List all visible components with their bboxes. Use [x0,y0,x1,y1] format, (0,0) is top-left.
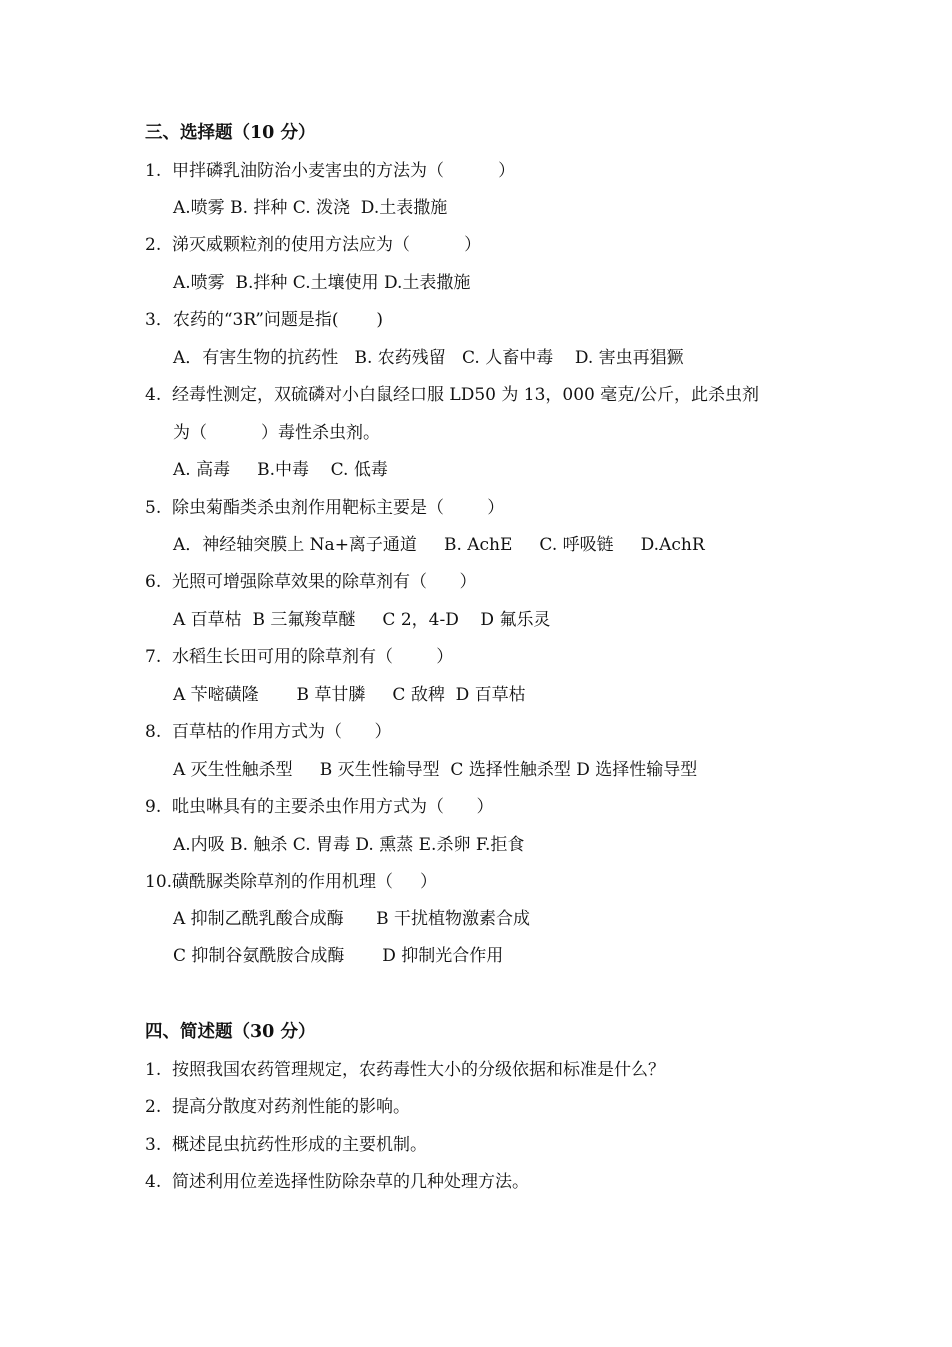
question-4-4: 4. 简述利用位差选择性防除杂草的几种处理方法。 [145,1172,530,1192]
options-3-3: A．有害生物的抗药性 B. 农药残留 C. 人畜中毒 D. 害虫再猖獗 [173,348,684,368]
question-3-9: 9. 吡虫啉具有的主要杀虫作用方式为（ ） [145,797,494,817]
section-4-heading: 四、简述题（30 分） [145,1022,316,1042]
options-3-5: A．神经轴突膜上 Na+离子通道 B. AchE C. 呼吸链 D.AchR [173,535,705,555]
options-3-6: A 百草枯 B 三氟羧草醚 C 2，4-D D 氟乐灵 [173,610,551,630]
question-3-4: 4. 经毒性测定，双硫磷对小白鼠经口服 LD50 为 13，000 毫克/公斤，此杀虫剂 [145,385,759,405]
options-3-2: A.喷雾 B.拌种 C.土壤使用 D.土表撒施 [173,273,471,293]
question-3-4-continued: 为（ ）毒性杀虫剂。 [173,423,381,443]
question-3-2: 2. 涕灭威颗粒剂的使用方法应为（ ） [145,235,482,255]
options-3-7: A 苄嘧磺隆 B 草甘膦 C 敌稗 D 百草枯 [173,685,526,705]
question-3-10: 10.磺酰脲类除草剂的作用机理（ ） [145,872,438,892]
question-4-2: 2. 提高分散度对药剂性能的影响。 [145,1097,411,1117]
question-3-1: 1. 甲拌磷乳油防治小麦害虫的方法为（ ） [145,161,516,181]
question-3-8: 8. 百草枯的作用方式为（ ） [145,722,392,742]
options-3-10-line-1: A 抑制乙酰乳酸合成酶 B 干扰植物激素合成 [173,909,530,929]
section-3-heading: 三、选择题（10 分） [145,123,316,143]
question-4-1: 1. 按照我国农药管理规定，农药毒性大小的分级依据和标准是什么？ [145,1060,666,1080]
options-3-1: A.喷雾 B. 拌种 C. 泼浇 D.土表撒施 [173,198,448,218]
question-3-7: 7. 水稻生长田可用的除草剂有（ ） [145,647,454,667]
options-3-8: A 灭生性触杀型 B 灭生性输导型 C 选择性触杀型 D 选择性输导型 [173,760,698,780]
question-3-3: 3．农药的“3R”问题是指( ) [145,310,383,330]
options-3-4: A. 高毒 B.中毒 C. 低毒 [173,460,388,480]
options-3-10-line-2: C 抑制谷氨酰胺合成酶 D 抑制光合作用 [173,946,504,966]
options-3-9: A.内吸 B. 触杀 C. 胃毒 D. 熏蒸 E.杀卵 F.拒食 [173,835,525,855]
question-3-5: 5. 除虫菊酯类杀虫剂作用靶标主要是（ ） [145,498,505,518]
question-4-3: 3. 概述昆虫抗药性形成的主要机制。 [145,1135,428,1155]
question-3-6: 6. 光照可增强除草效果的除草剂有（ ） [145,572,477,592]
